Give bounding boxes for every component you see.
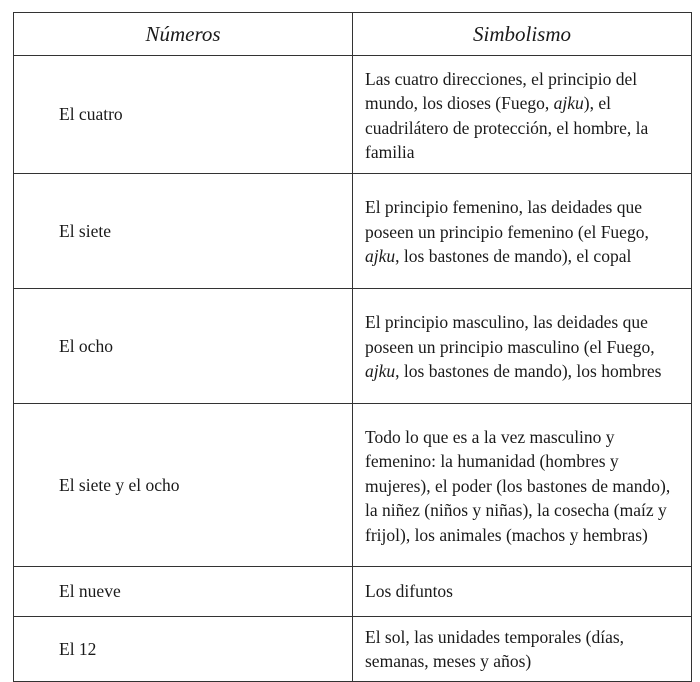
number-cell: El cuatro: [14, 56, 353, 174]
symbolism-cell: [353, 567, 692, 617]
text-run: El sol, las unidades temporales (días, semanas, meses y años): [365, 626, 625, 671]
header-simbolismo: Simbolismo: [353, 13, 692, 56]
table-row: [14, 174, 692, 289]
text-run: ), el cuadrilátero de protección, el hombre, la familia: [365, 93, 649, 162]
number-cell: El siete: [14, 174, 353, 289]
table-row: [14, 617, 692, 682]
header-numeros: Números: [14, 13, 353, 56]
number-cell: El ocho: [14, 289, 353, 404]
text-run: El principio femenino, las deidades que poseen un principio femenino (el Fuego,: [365, 197, 649, 242]
text-run: , los bastones de mando), el copal: [395, 246, 632, 267]
italic-term: ajku: [365, 361, 396, 382]
number-cell: El siete y el ocho: [14, 404, 353, 567]
table-row: [14, 567, 692, 617]
symbolism-cell: [353, 404, 692, 567]
table-row: [14, 56, 692, 174]
symbolism-cell: [353, 56, 692, 174]
text-run: Las cuatro direcciones, el principio del mundo, los dioses (Fuego,: [365, 68, 638, 113]
symbolism-cell: [353, 617, 692, 682]
header-row: [14, 13, 692, 56]
table-row: [14, 404, 692, 567]
symbolism-cell: [353, 289, 692, 404]
number-cell: El 12: [14, 617, 353, 682]
text-run: El principio masculino, las deidades que poseen un principio masculino (el Fuego,: [365, 312, 655, 357]
number-cell: El nueve: [14, 567, 353, 617]
text-run: , los bastones de mando), los hombres: [395, 361, 662, 382]
text-run: Todo lo que es a la vez masculino y femenino: la humanidad (hombres y mujeres), el poder (los bastones de mando), la niñez (niños y niñas), la cosecha (maíz y frijol), los animales (machos y hembras): [365, 426, 671, 545]
italic-term: ajku: [365, 246, 396, 267]
table-row: [14, 289, 692, 404]
symbolism-cell: [353, 174, 692, 289]
symbolism-table: [13, 12, 692, 682]
italic-term: ajku: [553, 93, 584, 113]
text-run: Los difuntos: [365, 581, 453, 602]
